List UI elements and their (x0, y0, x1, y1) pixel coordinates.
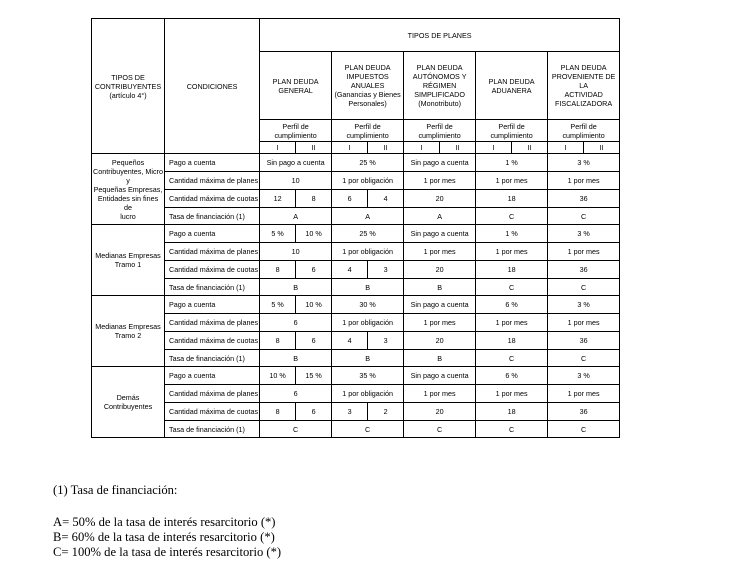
plan-cell-profile-2: 3 (368, 261, 404, 279)
plan-cell: C (476, 208, 548, 225)
header-row (92, 19, 620, 52)
plan-name-header: PLAN DEUDA GENERAL (260, 52, 332, 120)
plan-cell: 10 (260, 172, 332, 190)
plan-cell-profile-2: 10 % (296, 296, 332, 314)
table-row (92, 403, 620, 421)
footnote-line-c: C= 100% de la tasa de interés resarcitorio (*) (53, 545, 282, 559)
plan-cell: 1 por mes (404, 243, 476, 261)
plan-types-header: TIPOS DE PLANES (260, 19, 620, 52)
profile-level-1: I (476, 142, 512, 154)
plan-cell: 3 % (548, 225, 620, 243)
table-row (92, 261, 620, 279)
plan-cell: 1 % (476, 225, 548, 243)
plan-cell: 1 por mes (476, 243, 548, 261)
plan-cell: Sin pago a cuenta (404, 225, 476, 243)
plan-cell: C (476, 421, 548, 438)
table-row (92, 190, 620, 208)
footnote-line-b: B= 60% de la tasa de interés resarcitorio (*) (53, 530, 275, 544)
table-row (92, 154, 620, 172)
plan-cell: A (404, 208, 476, 225)
table-row (92, 332, 620, 350)
plan-cell: 25 % (332, 154, 404, 172)
table-row (92, 208, 620, 225)
taxpayer-types-header: TIPOS DE CONTRIBUYENTES (artículo 4°) (92, 19, 165, 154)
profile-header: Perfil de cumplimiento (404, 120, 476, 142)
plan-cell: 1 por mes (404, 314, 476, 332)
plan-cell-profile-2: 3 (368, 332, 404, 350)
plan-cell-profile-2: 6 (296, 403, 332, 421)
plan-cell: 36 (548, 261, 620, 279)
plan-cell-profile-1: 5 % (260, 296, 296, 314)
profile-header: Perfil de cumplimiento (260, 120, 332, 142)
plan-name-header: PLAN DEUDA IMPUESTOS ANUALES (Ganancias y Bienes Personales) (332, 52, 404, 120)
condition-label: Cantidad máxima de planes (165, 314, 260, 332)
table-row (92, 279, 620, 296)
plan-cell: 25 % (332, 225, 404, 243)
plan-cell: 6 (260, 385, 332, 403)
profile-level-2: II (512, 142, 548, 154)
plan-cell-profile-2: 2 (368, 403, 404, 421)
table-row (92, 385, 620, 403)
plan-cell: 20 (404, 403, 476, 421)
table-row (92, 367, 620, 385)
plan-cell-profile-1: 12 (260, 190, 296, 208)
plan-cell: C (404, 421, 476, 438)
plan-cell: 6 (260, 314, 332, 332)
plan-cell: Sin pago a cuenta (260, 154, 332, 172)
plan-cell-profile-1: 8 (260, 403, 296, 421)
plan-name-header: PLAN DEUDA ADUANERA (476, 52, 548, 120)
plan-cell: 6 % (476, 367, 548, 385)
condition-label: Cantidad máxima de cuotas (165, 190, 260, 208)
plan-cell: 20 (404, 190, 476, 208)
plan-cell: 18 (476, 261, 548, 279)
taxpayer-group-name: Demás Contribuyentes (92, 367, 165, 438)
plan-cell: 1 por obligación (332, 314, 404, 332)
plan-cell: 1 por mes (476, 314, 548, 332)
plan-cell-profile-2: 6 (296, 261, 332, 279)
plan-cell: B (404, 279, 476, 296)
plan-cell: 18 (476, 190, 548, 208)
plan-cell: 3 % (548, 296, 620, 314)
plan-cell: 30 % (332, 296, 404, 314)
table-row (92, 225, 620, 243)
plan-cell: C (548, 350, 620, 367)
profile-level-2: II (296, 142, 332, 154)
plan-cell: C (548, 279, 620, 296)
taxpayer-group-name: Medianas Empresas Tramo 1 (92, 225, 165, 296)
plan-cell: Sin pago a cuenta (404, 367, 476, 385)
plan-cell: 3 % (548, 154, 620, 172)
plan-cell: 1 por obligación (332, 385, 404, 403)
table-row (92, 296, 620, 314)
condition-label: Cantidad máxima de cuotas (165, 403, 260, 421)
plan-cell-profile-1: 6 (332, 190, 368, 208)
plan-cell: Sin pago a cuenta (404, 154, 476, 172)
plan-cell-profile-1: 5 % (260, 225, 296, 243)
plan-cell: 35 % (332, 367, 404, 385)
plan-cell: A (332, 208, 404, 225)
plan-cell: Sin pago a cuenta (404, 296, 476, 314)
plan-cell: 20 (404, 261, 476, 279)
taxpayer-group-name: Pequeños Contribuyentes, Micro y Pequeñas Empresas, Entidades sin fines de lucro (92, 154, 165, 225)
plan-cell: 1 por mes (548, 243, 620, 261)
profile-header: Perfil de cumplimiento (476, 120, 548, 142)
table-row (92, 421, 620, 438)
plan-cell: 1 por obligación (332, 172, 404, 190)
plan-cell: 36 (548, 190, 620, 208)
plan-cell: C (548, 208, 620, 225)
profile-level-2: II (440, 142, 476, 154)
condition-label: Pago a cuenta (165, 367, 260, 385)
plan-cell: 1 por mes (404, 172, 476, 190)
plan-cell-profile-2: 4 (368, 190, 404, 208)
plan-cell: 10 (260, 243, 332, 261)
plan-cell: 18 (476, 403, 548, 421)
plan-cell: 1 por mes (548, 385, 620, 403)
plan-cell: C (260, 421, 332, 438)
plan-cell: C (476, 279, 548, 296)
plan-cell: C (476, 350, 548, 367)
plan-cell: 36 (548, 403, 620, 421)
plan-cell: 1 por mes (404, 385, 476, 403)
plan-cell-profile-2: 15 % (296, 367, 332, 385)
condition-label: Tasa de financiación (1) (165, 350, 260, 367)
footnote-title: (1) Tasa de financiación: (53, 483, 178, 497)
profile-level-2: II (368, 142, 404, 154)
plan-cell: 1 por mes (548, 314, 620, 332)
plan-cell-profile-2: 8 (296, 190, 332, 208)
table-row (92, 172, 620, 190)
plan-cell: 1 por mes (476, 385, 548, 403)
payment-plans-table (91, 18, 620, 438)
plan-cell-profile-1: 4 (332, 332, 368, 350)
table-row (92, 243, 620, 261)
plan-cell: B (260, 279, 332, 296)
plan-cell: 20 (404, 332, 476, 350)
profile-level-1: I (332, 142, 368, 154)
plan-cell: 1 por obligación (332, 243, 404, 261)
condition-label: Pago a cuenta (165, 225, 260, 243)
condition-label: Cantidad máxima de planes (165, 243, 260, 261)
plan-cell: 36 (548, 332, 620, 350)
plan-cell: 1 % (476, 154, 548, 172)
plan-cell: C (332, 421, 404, 438)
condition-label: Cantidad máxima de planes (165, 385, 260, 403)
condition-label: Pago a cuenta (165, 296, 260, 314)
profile-header: Perfil de cumplimiento (332, 120, 404, 142)
plan-cell: B (260, 350, 332, 367)
table-row (92, 314, 620, 332)
condition-label: Tasa de financiación (1) (165, 279, 260, 296)
condition-label: Pago a cuenta (165, 154, 260, 172)
profile-level-2: II (584, 142, 620, 154)
plan-cell: C (548, 421, 620, 438)
plan-cell: 6 % (476, 296, 548, 314)
table-row (92, 350, 620, 367)
plan-cell: B (404, 350, 476, 367)
plan-name-header: PLAN DEUDA AUTÓNOMOS Y RÉGIMEN SIMPLIFICADO (Monotributo) (404, 52, 476, 120)
conditions-header: CONDICIONES (165, 19, 260, 154)
condition-label: Tasa de financiación (1) (165, 208, 260, 225)
plan-cell: B (332, 279, 404, 296)
plan-cell: 3 % (548, 367, 620, 385)
condition-label: Tasa de financiación (1) (165, 421, 260, 438)
plan-cell-profile-2: 10 % (296, 225, 332, 243)
condition-label: Cantidad máxima de planes (165, 172, 260, 190)
profile-level-1: I (260, 142, 296, 154)
condition-label: Cantidad máxima de cuotas (165, 261, 260, 279)
plan-cell: A (260, 208, 332, 225)
plan-cell-profile-1: 8 (260, 332, 296, 350)
footnote-line-a: A= 50% de la tasa de interés resarcitorio (*) (53, 515, 276, 529)
plan-cell: 1 por mes (476, 172, 548, 190)
condition-label: Cantidad máxima de cuotas (165, 332, 260, 350)
plan-cell-profile-1: 4 (332, 261, 368, 279)
plan-cell: B (332, 350, 404, 367)
plan-cell-profile-2: 6 (296, 332, 332, 350)
profile-level-1: I (404, 142, 440, 154)
taxpayer-group-name: Medianas Empresas Tramo 2 (92, 296, 165, 367)
plan-cell: 18 (476, 332, 548, 350)
plan-name-header: PLAN DEUDA PROVENIENTE DE LA ACTIVIDAD FISCALIZADORA (548, 52, 620, 120)
plan-cell-profile-1: 8 (260, 261, 296, 279)
plan-cell-profile-1: 10 % (260, 367, 296, 385)
plan-cell-profile-1: 3 (332, 403, 368, 421)
profile-level-1: I (548, 142, 584, 154)
profile-header: Perfil de cumplimiento (548, 120, 620, 142)
plan-cell: 1 por mes (548, 172, 620, 190)
